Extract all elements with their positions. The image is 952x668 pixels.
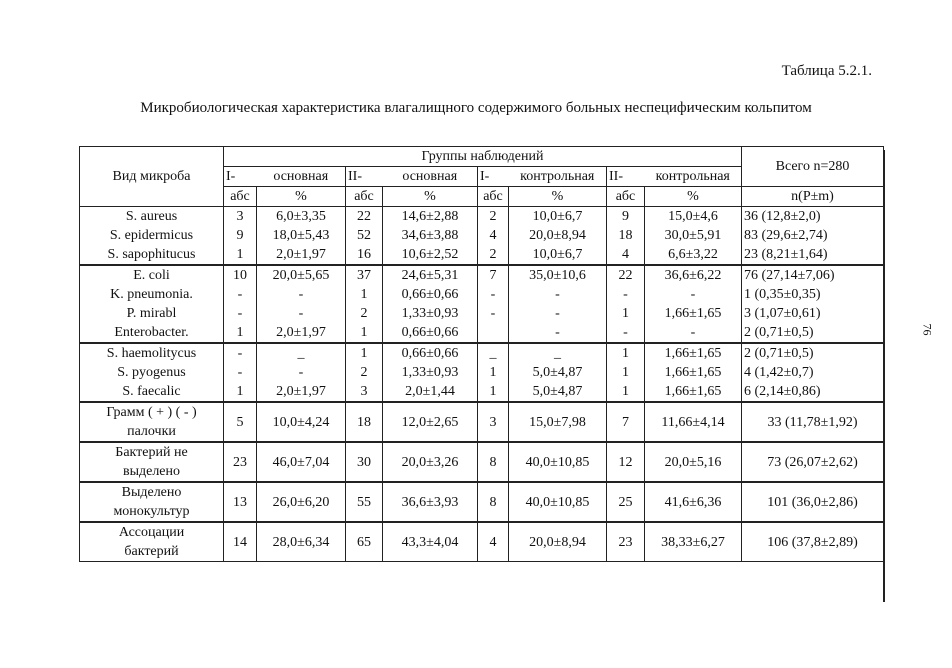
total-cell: 23 (8,21±1,64) (744, 247, 828, 262)
value-cell: 1 (360, 346, 368, 361)
summary-total: 73 (26,07±2,62) (742, 442, 884, 482)
species-name: S. aureus (125, 209, 178, 224)
value-cell: 9 (622, 209, 629, 224)
summary-name (80, 482, 224, 522)
summary-g1p: 26,0±6,20 (257, 482, 346, 522)
values-g1a (224, 343, 257, 402)
summary-row (80, 402, 884, 442)
value-cell: 1 (236, 247, 244, 262)
value-cell: 0,66±0,66 (401, 287, 459, 302)
value-cell: - (490, 287, 496, 302)
unit-abs: абс (607, 187, 645, 207)
value-cell: 18,0±5,43 (272, 228, 330, 243)
values-g4a (607, 343, 645, 402)
summary-g2a: 65 (346, 522, 383, 562)
unit-total: n(P±m) (742, 187, 884, 207)
value-cell: - (490, 306, 496, 321)
summary-g3a: 3 (478, 402, 509, 442)
values-g4a (607, 265, 645, 343)
header-row-groups (80, 147, 884, 167)
group1-name: основная (257, 167, 346, 187)
value-cell: 3 (360, 384, 368, 399)
value-cell (480, 323, 506, 342)
values-g3p (509, 265, 607, 343)
value-cell: 5,0±4,87 (532, 365, 583, 380)
value-cell: 4 (489, 228, 497, 243)
values-g1a (224, 265, 257, 343)
value-cell: 2 (360, 306, 368, 321)
value-cell: 1,66±1,65 (664, 306, 722, 321)
summary-g3a: 8 (478, 442, 509, 482)
value-cell: 7 (489, 268, 497, 283)
species-name: P. mirabl (126, 306, 177, 321)
values-g3a (478, 207, 509, 266)
value-cell: 1,33±0,93 (401, 306, 459, 321)
summary-g1a: 13 (224, 482, 257, 522)
total-cell: 2 (0,71±0,5) (744, 325, 814, 340)
summary-g3a: 8 (478, 482, 509, 522)
values-g1p (257, 343, 346, 402)
value-cell: 20,0±8,94 (529, 228, 586, 243)
values-g1a (224, 207, 257, 266)
total-cell: 1 (0,35±0,35) (744, 287, 821, 302)
value-cell: 2,0±1,97 (276, 325, 326, 340)
total-values (742, 265, 884, 343)
value-cell: 9 (236, 228, 244, 243)
value-cell: 1 (360, 325, 368, 340)
value-cell: - (237, 287, 243, 302)
summary-g3p: 40,0±10,85 (509, 442, 607, 482)
summary-row (80, 482, 884, 522)
summary-g4p: 38,33±6,27 (645, 522, 742, 562)
summary-name-line: Грамм ( + ) ( - ) (106, 405, 197, 420)
value-cell: 0,66±0,66 (401, 325, 459, 340)
values-g1p (257, 207, 346, 266)
total-cell: 4 (1,42±0,7) (744, 365, 814, 380)
group4-name: контрольная (645, 167, 742, 187)
species-names (80, 343, 224, 402)
section-row (80, 207, 884, 266)
summary-name (80, 522, 224, 562)
value-cell: 1 (622, 365, 629, 380)
values-g2a (346, 207, 383, 266)
species-name: E. coli (133, 268, 170, 283)
value-cell: - (298, 287, 304, 302)
summary-g2p: 12,0±2,65 (383, 402, 478, 442)
species-name: K. pneumonia. (110, 287, 193, 302)
values-g2p (383, 207, 478, 266)
species-name: Enterobacter. (114, 325, 189, 340)
value-cell: _ (489, 346, 497, 361)
value-cell: 2,0±1,44 (405, 384, 455, 399)
value-cell: 30,0±5,91 (664, 228, 722, 243)
summary-g4p: 41,6±6,36 (645, 482, 742, 522)
unit-pct: % (509, 187, 607, 207)
table-caption: Таблица 5.2.1. (781, 63, 872, 79)
values-g3p (509, 207, 607, 266)
unit-pct: % (383, 187, 478, 207)
value-cell: 1 (622, 306, 629, 321)
value-cell: 10 (233, 268, 247, 283)
value-cell: 24,6±5,31 (401, 268, 459, 283)
summary-name (80, 442, 224, 482)
summary-g3p: 20,0±8,94 (509, 522, 607, 562)
species-names (80, 265, 224, 343)
unit-abs: абс (346, 187, 383, 207)
total-cell: 3 (1,07±0,61) (744, 306, 821, 321)
value-cell: - (623, 325, 628, 340)
value-cell: 20,0±5,65 (272, 268, 330, 283)
value-cell: 2 (489, 209, 497, 224)
value-cell: 6,6±3,22 (668, 247, 718, 262)
summary-g4p: 11,66±4,14 (645, 402, 742, 442)
microbe-table (79, 146, 884, 562)
summary-name-line: палочки (127, 424, 176, 439)
values-g2p (383, 343, 478, 402)
group1-number: I- (224, 167, 257, 187)
unit-pct: % (645, 187, 742, 207)
total-header: Всего n=280 (742, 147, 884, 187)
group2-number: II- (346, 167, 383, 187)
summary-g2p: 36,6±3,93 (383, 482, 478, 522)
summary-g4a: 23 (607, 522, 645, 562)
value-cell: 16 (357, 247, 371, 262)
value-cell: 35,0±10,6 (529, 268, 586, 283)
total-cell: 36 (12,8±2,0) (744, 209, 821, 224)
page-number: 76 (920, 323, 935, 336)
summary-g2a: 18 (346, 402, 383, 442)
group3-name: контрольная (509, 167, 607, 187)
values-g3p (509, 343, 607, 402)
value-cell: - (298, 365, 304, 380)
summary-name-line: бактерий (124, 544, 179, 559)
summary-name-line: выделено (122, 464, 181, 479)
total-cell: 2 (0,71±0,5) (744, 346, 814, 361)
value-cell: 2,0±1,97 (276, 384, 326, 399)
species-name: S. faecalic (122, 384, 181, 399)
value-cell: 1,66±1,65 (664, 365, 722, 380)
summary-name-line: Ассоцации (118, 525, 185, 540)
value-cell: 36,6±6,22 (664, 268, 722, 283)
values-g2a (346, 343, 383, 402)
value-cell: - (298, 306, 304, 321)
species-name: S. haemolitycus (106, 346, 197, 361)
summary-g3p: 15,0±7,98 (509, 402, 607, 442)
value-cell: 2 (360, 365, 368, 380)
summary-total: 33 (11,78±1,92) (742, 402, 884, 442)
value-cell: - (690, 287, 696, 302)
summary-total: 101 (36,0±2,86) (742, 482, 884, 522)
value-cell: 22 (618, 268, 633, 283)
value-cell: 0,66±0,66 (401, 346, 459, 361)
group4-number: II- (607, 167, 645, 187)
section-row (80, 343, 884, 402)
summary-name-line: Выделено (121, 485, 182, 500)
summary-g2p: 20,0±3,26 (383, 442, 478, 482)
values-g3a (478, 343, 509, 402)
summary-name-line: монокультур (113, 504, 190, 519)
value-cell: 3 (236, 209, 244, 224)
value-cell: 52 (357, 228, 371, 243)
value-cell: 10,0±6,7 (532, 209, 583, 224)
value-cell: - (555, 306, 560, 321)
value-cell: - (690, 325, 696, 340)
values-g1p (257, 265, 346, 343)
value-cell: 1 (489, 365, 497, 380)
value-cell: 5,0±4,87 (532, 384, 583, 399)
value-cell: 1 (489, 384, 497, 399)
species-name: S. sapophitucus (107, 247, 196, 262)
section-body (80, 207, 884, 403)
values-g2a (346, 265, 383, 343)
summary-g4p: 20,0±5,16 (645, 442, 742, 482)
value-cell: 34,6±3,88 (401, 228, 459, 243)
value-cell: 2 (489, 247, 497, 262)
summary-row (80, 442, 884, 482)
value-cell: 1 (622, 346, 629, 361)
species-name: S. epidermicus (109, 228, 194, 243)
summary-g1p: 10,0±4,24 (257, 402, 346, 442)
value-cell: - (237, 306, 243, 321)
summary-g1p: 46,0±7,04 (257, 442, 346, 482)
value-cell: 6,0±3,35 (276, 209, 326, 224)
value-cell: 37 (357, 268, 371, 283)
summary-g1a: 14 (224, 522, 257, 562)
total-cell: 83 (29,6±2,74) (744, 228, 828, 243)
species-header: Вид микроба (80, 147, 224, 207)
unit-pct: % (257, 187, 346, 207)
summary-row (80, 522, 884, 562)
species-name: S. pyogenus (117, 365, 186, 380)
values-g4a (607, 207, 645, 266)
value-cell: - (555, 325, 560, 340)
total-values (742, 343, 884, 402)
summary-total: 106 (37,8±2,89) (742, 522, 884, 562)
group3-number: I- (478, 167, 509, 187)
table-title: Микробиологическая характеристика влагалищного содержимого больных неспецифическим кольпитом (140, 100, 812, 116)
value-cell: 4 (622, 247, 629, 262)
value-cell: 1 (622, 384, 629, 399)
summary-g2a: 55 (346, 482, 383, 522)
species-names (80, 207, 224, 266)
summary-g1p: 28,0±6,34 (257, 522, 346, 562)
summary-g4a: 25 (607, 482, 645, 522)
value-cell: 2,0±1,97 (276, 247, 326, 262)
summary-g3a: 4 (478, 522, 509, 562)
unit-abs: абс (224, 187, 257, 207)
total-cell: 76 (27,14±7,06) (744, 268, 835, 283)
value-cell: 18 (618, 228, 633, 243)
value-cell: 15,0±4,6 (668, 209, 718, 224)
value-cell: 1,66±1,65 (664, 384, 722, 399)
value-cell: - (623, 287, 628, 302)
total-values (742, 207, 884, 266)
values-g4p (645, 207, 742, 266)
values-g2p (383, 265, 478, 343)
value-cell: 1,66±1,65 (664, 346, 722, 361)
groups-header: Группы наблюдений (224, 147, 742, 167)
summary-name (80, 402, 224, 442)
value-cell: 1,33±0,93 (401, 365, 459, 380)
value-cell: 1 (236, 384, 244, 399)
summary-body (80, 402, 884, 562)
summary-name-line: Бактерий не (115, 445, 188, 460)
summary-g1a: 23 (224, 442, 257, 482)
value-cell: - (237, 365, 243, 380)
value-cell: 22 (357, 209, 371, 224)
values-g4p (645, 265, 742, 343)
value-cell: 1 (236, 325, 244, 340)
summary-g2p: 43,3±4,04 (383, 522, 478, 562)
values-g3a (478, 265, 509, 343)
value-cell: 10,6±2,52 (401, 247, 459, 262)
summary-g4a: 12 (607, 442, 645, 482)
value-cell: 10,0±6,7 (532, 247, 583, 262)
total-cell: 6 (2,14±0,86) (744, 384, 821, 399)
unit-abs: абс (478, 187, 509, 207)
value-cell: _ (554, 346, 561, 361)
section-row (80, 265, 884, 343)
values-g4p (645, 343, 742, 402)
summary-g4a: 7 (607, 402, 645, 442)
summary-g1a: 5 (224, 402, 257, 442)
value-cell: 1 (360, 287, 368, 302)
value-cell: 14,6±2,88 (401, 209, 459, 224)
value-cell: - (237, 346, 243, 361)
group2-name: основная (383, 167, 478, 187)
summary-g3p: 40,0±10,85 (509, 482, 607, 522)
value-cell: - (555, 287, 560, 302)
value-cell: _ (297, 346, 305, 361)
summary-g2a: 30 (346, 442, 383, 482)
